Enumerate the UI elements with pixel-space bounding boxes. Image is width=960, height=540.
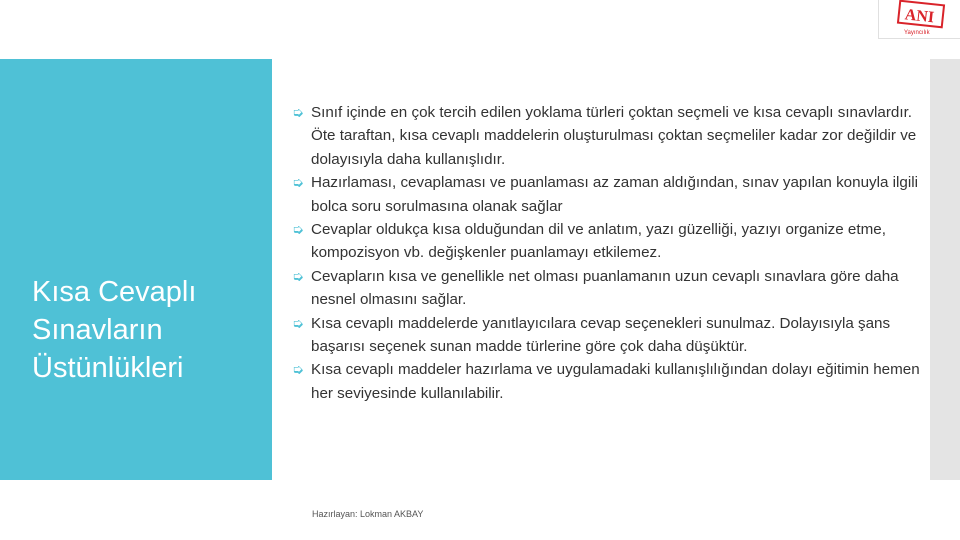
logo-subtext: Yayıncılık — [904, 30, 930, 36]
bullet-item — [292, 218, 926, 265]
bullet-text: Cevaplar oldukça kısa olduğundan dil ve anlatım, yazı güzelliği, yazıyı organize etme, kompozisyon vb. değişkenler puanlamayı etkilemez. — [311, 221, 886, 262]
slide-title-line-3: Üstünlükleri — [32, 352, 184, 384]
title-panel — [0, 59, 272, 480]
right-side-bar — [930, 59, 960, 480]
arrow-bullet-icon: ➭ — [292, 104, 304, 120]
bullet-text: Kısa cevaplı maddeler hazırlama ve uygulamadaki kullanışlılığından dolayı eğitimin hemen her seviyesinde kullanılabilir. — [311, 361, 920, 402]
bullet-item — [292, 265, 926, 312]
slide-title-line-2: Sınavların — [32, 314, 163, 346]
bullet-item — [292, 312, 926, 359]
slide-footer: Hazırlayan: Lokman AKBAY — [312, 509, 424, 519]
ani-logo-icon — [879, 0, 960, 38]
bullet-item — [292, 101, 926, 171]
slide-title — [32, 273, 262, 387]
bullet-text: Cevapların kısa ve genellikle net olması puanlamanın uzun cevaplı sınavlara göre daha nesnel olmasını sağlar. — [311, 267, 899, 309]
arrow-bullet-icon: ➭ — [292, 314, 304, 331]
bullet-item — [292, 358, 926, 405]
arrow-bullet-icon: ➭ — [292, 221, 304, 238]
arrow-bullet-icon: ➭ — [292, 174, 304, 191]
arrow-bullet-icon: ➭ — [292, 267, 304, 284]
bullet-text: Sınıf içinde en çok tercih edilen yoklama türleri çoktan seçmeli ve kısa cevaplı sınavlardır. Öte taraftan, kısa cevaplı maddelerin oluşturulması çoktan seçmeliler kadar zor değildir ve dolayısıyla daha kullanışlıdır. — [311, 104, 917, 168]
bullet-text: Hazırlaması, cevaplaması ve puanlaması az zaman aldığından, sınav yapılan konuyla ilgili bolca soru sorulmasına olanak sağlar — [311, 174, 918, 215]
slide-title-line-1: Kısa Cevaplı — [32, 276, 197, 308]
logo-text: ANI — [903, 6, 935, 27]
bullet-text: Kısa cevaplı maddelerde yanıtlayıcılara cevap seçenekleri sunulmaz. Dolayısıyla şans başarısı seçenek sunan madde türlerine göre çok daha düşüktür. — [311, 314, 891, 356]
arrow-bullet-icon: ➭ — [292, 361, 304, 378]
bullet-item — [292, 171, 926, 218]
bullet-list — [292, 101, 926, 405]
publisher-logo — [878, 0, 960, 39]
